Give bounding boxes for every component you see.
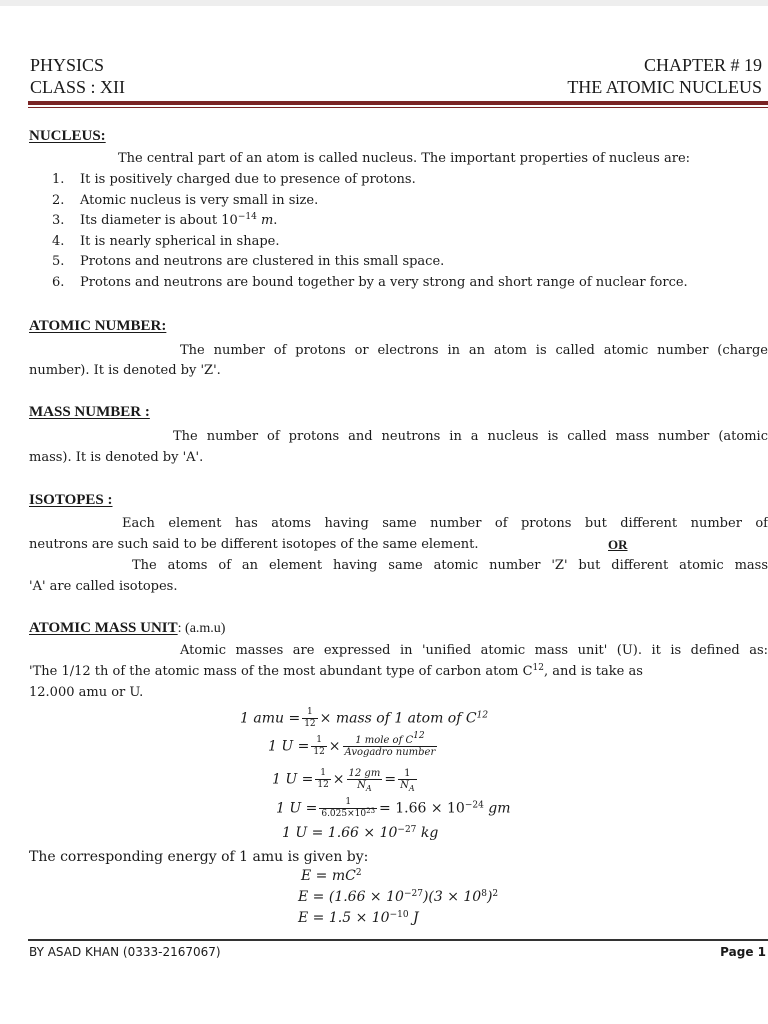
header-left <box>30 54 125 98</box>
amu-heading <box>29 620 225 637</box>
equation-amu-definition: 1 amu = $\frac{1}{12}$ × mass of 1 atom of $C^{12}$ <box>240 707 489 729</box>
subject-label: PHYSICS <box>30 55 105 75</box>
isotopes-line3: The atoms of an element having same atomic number 'Z' but different atomic mass <box>132 558 768 573</box>
list-item: 4. It is nearly spherical in shape. <box>52 233 280 249</box>
atomic-number-line1: The number of protons or electrons in an atom is called atomic number (charge <box>180 343 768 358</box>
mass-number-line2: mass). It is denoted by 'A'. <box>29 450 204 465</box>
equation-u-kg: 1 $U = 1.66 \times 10^{-27}$ kg <box>282 825 439 841</box>
atomic-number-line2: number). It is denoted by 'Z'. <box>29 363 221 378</box>
footer-rule <box>28 939 768 941</box>
amu-heading-suffix: : (a.m.u) <box>177 621 226 636</box>
chapter-title: THE ATOMIC NUCLEUS <box>567 77 762 97</box>
amu-line3: 12.000 amu or U. <box>29 685 144 700</box>
equation-energy-result: $E = 1.5 \times 10^{-10}$ J <box>298 910 419 926</box>
amu-line2: 'The 1/12 th of the atomic mass of the most abundant type of carbon atom $C^{12}$, and is take as <box>29 663 643 679</box>
list-item: 5. Protons and neutrons are clustered in this small space. <box>52 254 445 269</box>
nucleus-intro: The central part of an atom is called nucleus. The important properties of nucleus are: <box>118 151 691 166</box>
nucleus-heading: NUCLEUS: <box>29 128 106 144</box>
list-item: 3. Its diameter is about $10^{-14}$ m. <box>52 212 278 228</box>
mass-number-heading: MASS NUMBER : <box>29 404 150 420</box>
class-label: CLASS : XII <box>30 77 126 97</box>
header-rule-thin <box>28 107 768 108</box>
header-rule-thick <box>28 101 768 105</box>
list-item: 1. It is positively charged due to presence of protons. <box>52 172 416 187</box>
list-item: 6. Protons and neutrons are bound together by a very strong and short range of nuclear force. <box>52 274 688 290</box>
atomic-number-heading: ATOMIC NUMBER: <box>29 318 167 334</box>
amu-heading-title: ATOMIC MASS UNIT <box>29 620 178 636</box>
chapter-label: CHAPTER # 19 <box>643 55 762 75</box>
energy-intro: The corresponding energy of 1 amu is given by: <box>29 849 369 865</box>
top-strip <box>0 0 768 6</box>
mass-number-line1: The number of protons and neutrons in a nucleus is called mass number (atomic <box>173 429 768 444</box>
isotopes-line2: neutrons are such said to be different isotopes of the same element. <box>29 537 479 552</box>
equation-u-gm: 1 U = $\frac{1}{6.025\times 10^{23}}$ = $1.66 \times 10^{-24}$ gm <box>276 797 511 819</box>
footer-author: BY ASAD KHAN (0333-2167067) <box>29 945 221 959</box>
header-right <box>567 54 762 98</box>
equation-energy-mc2: $E = mC^2$ <box>301 868 362 884</box>
page-number: Page 1 <box>720 945 766 959</box>
list-item: 2. Atomic nucleus is very small in size. <box>52 192 319 208</box>
equation-u-mole: 1 U = $\frac{1}{12}$ × $\frac{1 mole of C^{12}}{\text{Avogadro number}}$ <box>268 731 436 758</box>
or-label: OR <box>608 537 628 552</box>
equation-energy-substitution: $E = (1.66 \times 10^{-27})(3 \times 10^8)^2$ <box>298 889 499 905</box>
nucleus-properties-list <box>52 170 688 293</box>
isotopes-line4: 'A' are called isotopes. <box>29 579 178 594</box>
isotopes-heading: ISOTOPES : <box>29 492 113 508</box>
isotopes-line1: Each element has atoms having same number of protons but different number of <box>122 516 768 531</box>
equation-u-avogadro: 1 U = $\frac{1}{12}$ × $\frac{12 gm}{N_A}$ = $\frac{1}{N_A}$ <box>272 768 415 793</box>
amu-line1: Atomic masses are expressed in 'unified atomic mass unit' (U). it is defined as: <box>180 643 768 658</box>
